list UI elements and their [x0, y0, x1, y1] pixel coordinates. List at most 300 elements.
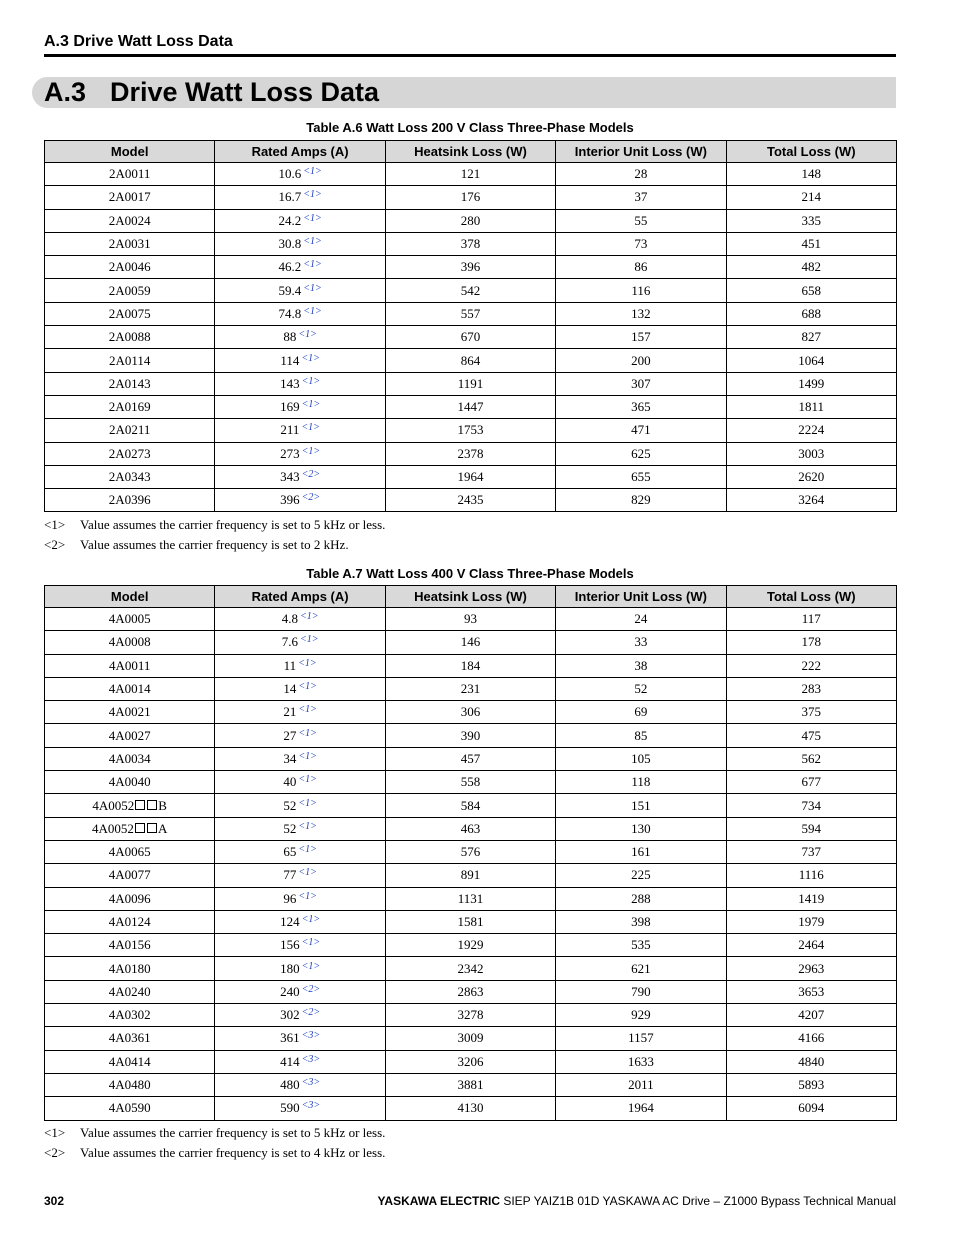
total-loss-cell: 3264 [726, 489, 896, 512]
rated-amps-cell [215, 1004, 385, 1027]
rated-amps-cell [215, 1097, 385, 1120]
total-loss-cell: 6094 [726, 1097, 896, 1120]
model-suffix: B [158, 797, 167, 813]
model-code: 4A0480 [108, 1077, 151, 1093]
heatsink-loss-cell: 146 [385, 631, 555, 654]
rated-amps-value: 273 [280, 445, 300, 461]
heatsink-loss-cell: 1964 [385, 465, 555, 488]
model-cell [45, 654, 215, 677]
heatsink-loss-cell: 1929 [385, 934, 555, 957]
footnote-reference: <1> [299, 611, 319, 623]
heatsink-loss-cell: 93 [385, 608, 555, 631]
interior-loss-cell: 535 [556, 934, 726, 957]
total-loss-cell: 117 [726, 608, 896, 631]
heatsink-loss-cell: 2342 [385, 957, 555, 980]
footnote-reference: <1> [303, 236, 322, 248]
rated-amps-value: 143 [280, 375, 300, 391]
model-code: 4A0027 [108, 727, 151, 743]
total-loss-cell: 2620 [726, 465, 896, 488]
interior-loss-cell: 288 [556, 887, 726, 910]
rated-amps-value: 10.6 [278, 166, 302, 182]
table-row [45, 747, 897, 770]
rated-amps-cell [215, 442, 385, 465]
interior-loss-cell: 33 [556, 631, 726, 654]
model-code: 2A0088 [108, 329, 151, 345]
model-code: 4A0124 [108, 914, 151, 929]
model-cell [45, 794, 215, 817]
model-cell [45, 608, 215, 631]
rated-amps-cell [215, 654, 385, 677]
heatsink-loss-cell: 1581 [385, 910, 555, 933]
model-code: 2A0143 [108, 375, 151, 391]
rated-amps-value: 88 [283, 329, 297, 345]
rated-amps-cell [215, 701, 385, 724]
model-cell [45, 1050, 215, 1073]
footnote-reference: <1> [298, 867, 317, 879]
rated-amps-cell [215, 980, 385, 1003]
footnote-reference: <1> [298, 890, 317, 902]
footnote-reference: <1> [298, 329, 317, 341]
model-code: 4A0096 [108, 890, 151, 906]
table-row [45, 1004, 897, 1027]
model-cell [45, 395, 215, 418]
rated-amps-cell [215, 631, 385, 654]
column-header: Model [45, 586, 215, 608]
model-code: 2A0211 [108, 422, 151, 438]
heatsink-loss-cell: 463 [385, 817, 555, 840]
column-header: Rated Amps (A) [215, 141, 385, 163]
column-header: Model [45, 141, 215, 163]
interior-loss-cell: 118 [556, 771, 726, 794]
footnote-reference: <1> [301, 352, 320, 364]
interior-loss-cell: 790 [556, 980, 726, 1003]
table-a6-caption: Table A.6 Watt Loss 200 V Class Three-Phase Models [306, 120, 634, 135]
model-cell [45, 934, 215, 957]
total-loss-cell: 4166 [726, 1027, 896, 1050]
total-loss-cell: 283 [726, 677, 896, 700]
rated-amps-value: 211 [280, 422, 300, 438]
model-cell [45, 1004, 215, 1027]
heatsink-loss-cell: 176 [385, 186, 555, 209]
rated-amps-cell [215, 608, 385, 631]
table-row [45, 677, 897, 700]
interior-loss-cell: 471 [556, 419, 726, 442]
footnote-reference: <1> [303, 166, 322, 178]
footnote-reference: <1> [303, 189, 322, 201]
placeholder-box [135, 823, 145, 833]
interior-loss-cell: 37 [556, 186, 726, 209]
table-row [45, 887, 897, 910]
heatsink-loss-cell: 1191 [385, 372, 555, 395]
table-row [45, 840, 897, 863]
heatsink-loss-cell: 557 [385, 302, 555, 325]
interior-loss-cell: 2011 [556, 1073, 726, 1096]
model-code: 4A0590 [108, 1100, 151, 1116]
total-loss-cell: 737 [726, 840, 896, 863]
rated-amps-cell [215, 163, 385, 186]
rated-amps-value: 27 [283, 727, 297, 743]
footer-brand: YASKAWA ELECTRIC [377, 1194, 500, 1208]
rated-amps-cell [215, 186, 385, 209]
model-suffix: A [157, 820, 168, 836]
footnote-tag: <1> [44, 1125, 66, 1140]
header-rule [44, 54, 896, 57]
table-row [45, 1050, 897, 1073]
table-a6-notes [44, 515, 385, 555]
footer-document-title: SIEP YAIZ1B 01D YASKAWA AC Drive – Z1000 Bypass Technical Manual [503, 1194, 896, 1208]
model-cell [45, 701, 215, 724]
total-loss-cell: 3003 [726, 442, 896, 465]
interior-loss-cell: 929 [556, 1004, 726, 1027]
footnote-reference: <1> [301, 445, 321, 457]
heatsink-loss-cell: 3206 [385, 1050, 555, 1073]
placeholder-box [135, 800, 145, 810]
interior-loss-cell: 52 [556, 677, 726, 700]
footnote-reference: <1> [301, 375, 321, 387]
interior-loss-cell: 55 [556, 209, 726, 232]
table-row [45, 980, 897, 1003]
rated-amps-value: 414 [280, 1053, 300, 1069]
total-loss-cell: 658 [726, 279, 896, 302]
total-loss-cell: 178 [726, 631, 896, 654]
table-row [45, 957, 897, 980]
model-code: 4A0302 [108, 1007, 151, 1023]
model-cell [45, 232, 215, 255]
footnote-reference: <1> [298, 797, 317, 809]
footnote-tag: <1> [44, 517, 66, 532]
footnote-reference: <1> [298, 844, 317, 856]
interior-loss-cell: 132 [556, 302, 726, 325]
placeholder-box [147, 823, 157, 833]
rated-amps-value: 65 [283, 844, 297, 860]
interior-loss-cell: 621 [556, 957, 726, 980]
rated-amps-value: 46.2 [278, 259, 302, 275]
model-code: 4A0005 [108, 611, 151, 627]
watt-loss-400v-table [44, 585, 897, 1121]
total-loss-cell: 5893 [726, 1073, 896, 1096]
heatsink-loss-cell: 3278 [385, 1004, 555, 1027]
table-row [45, 1073, 897, 1096]
table-row [45, 934, 897, 957]
section-heading-bar [32, 77, 896, 108]
model-cell [45, 1027, 215, 1050]
model-cell [45, 864, 215, 887]
model-cell [45, 442, 215, 465]
footnote-tag: <2> [44, 1145, 66, 1160]
interior-loss-cell: 1157 [556, 1027, 726, 1050]
rated-amps-value: 4.8 [281, 611, 298, 627]
table-row [45, 442, 897, 465]
footnote-reference: <2> [301, 1007, 321, 1019]
interior-loss-cell: 28 [556, 163, 726, 186]
heatsink-loss-cell: 670 [385, 326, 555, 349]
rated-amps-value: 361 [280, 1030, 300, 1046]
footnote-reference: <1> [298, 657, 317, 669]
page-number: 302 [44, 1194, 65, 1208]
rated-amps-cell [215, 489, 385, 512]
total-loss-cell: 475 [726, 724, 896, 747]
total-loss-cell: 451 [726, 232, 896, 255]
page-footer [44, 1194, 896, 1210]
rated-amps-cell [215, 1073, 385, 1096]
rated-amps-value: 34 [283, 750, 297, 766]
column-header: Total Loss (W) [726, 586, 896, 608]
footnote-reference: <1> [299, 634, 319, 646]
rated-amps-cell [215, 372, 385, 395]
heatsink-loss-cell: 2435 [385, 489, 555, 512]
model-code: 4A0021 [108, 704, 151, 720]
interior-loss-cell: 307 [556, 372, 726, 395]
model-cell [45, 771, 215, 794]
rated-amps-cell [215, 771, 385, 794]
model-cell [45, 163, 215, 186]
footnote-reference: <1> [298, 820, 317, 832]
rated-amps-value: 52 [283, 820, 297, 836]
model-cell [45, 419, 215, 442]
rated-amps-value: 14 [283, 681, 297, 697]
total-loss-cell: 594 [726, 817, 896, 840]
model-code: 4A0414 [108, 1053, 151, 1069]
total-loss-cell: 375 [726, 701, 896, 724]
total-loss-cell: 1419 [726, 887, 896, 910]
table-row [45, 771, 897, 794]
model-cell [45, 677, 215, 700]
footnote-reference: <1> [301, 960, 321, 972]
model-cell [45, 817, 215, 840]
rated-amps-cell [215, 465, 385, 488]
total-loss-cell: 1499 [726, 372, 896, 395]
interior-loss-cell: 365 [556, 395, 726, 418]
rated-amps-cell [215, 326, 385, 349]
table-row [45, 608, 897, 631]
footnote-reference: <1> [303, 259, 322, 271]
model-code: 4A0040 [108, 774, 151, 790]
rated-amps-cell [215, 302, 385, 325]
rated-amps-cell [215, 395, 385, 418]
model-code: 2A0273 [108, 445, 151, 461]
total-loss-cell: 482 [726, 256, 896, 279]
total-loss-cell: 148 [726, 163, 896, 186]
model-code: 4A0014 [108, 681, 151, 697]
table-row [45, 209, 897, 232]
rated-amps-cell [215, 677, 385, 700]
heatsink-loss-cell: 390 [385, 724, 555, 747]
model-cell [45, 840, 215, 863]
rated-amps-value: 343 [280, 469, 300, 484]
model-code: 4A0361 [108, 1030, 151, 1046]
model-code: 4A0077 [108, 867, 151, 883]
table-row [45, 701, 897, 724]
model-code: 2A0396 [108, 492, 151, 508]
model-code: 2A0169 [108, 399, 151, 415]
model-code: 4A0156 [108, 937, 151, 953]
footnote-reference: <1> [301, 422, 320, 434]
total-loss-cell: 2963 [726, 957, 896, 980]
rated-amps-cell [215, 1027, 385, 1050]
rated-amps-cell [215, 209, 385, 232]
heatsink-loss-cell: 457 [385, 747, 555, 770]
model-cell [45, 302, 215, 325]
rated-amps-value: 77 [283, 867, 297, 883]
footnote [44, 1143, 385, 1163]
section-title: Drive Watt Loss Data [110, 77, 380, 107]
footnote [44, 1123, 385, 1143]
interior-loss-cell: 1633 [556, 1050, 726, 1073]
heatsink-loss-cell: 1447 [385, 395, 555, 418]
table-row [45, 279, 897, 302]
rated-amps-value: 16.7 [278, 189, 302, 205]
rated-amps-value: 24.2 [278, 212, 302, 228]
model-cell [45, 326, 215, 349]
rated-amps-value: 40 [283, 774, 297, 790]
interior-loss-cell: 829 [556, 489, 726, 512]
footnote-reference: <3> [301, 1030, 321, 1042]
heatsink-loss-cell: 396 [385, 256, 555, 279]
footnote-text: Value assumes the carrier frequency is set to 5 kHz or less. [80, 517, 386, 532]
model-code: 4A0008 [108, 634, 151, 650]
footnote-text: Value assumes the carrier frequency is set to 4 kHz or less. [80, 1145, 386, 1160]
table-row [45, 186, 897, 209]
interior-loss-cell: 625 [556, 442, 726, 465]
table-row [45, 465, 897, 488]
rated-amps-value: 114 [280, 352, 300, 368]
interior-loss-cell: 116 [556, 279, 726, 302]
total-loss-cell: 2464 [726, 934, 896, 957]
footnote-reference: <1> [298, 704, 317, 716]
heatsink-loss-cell: 231 [385, 677, 555, 700]
table-row [45, 910, 897, 933]
model-cell [45, 1073, 215, 1096]
section-heading [44, 77, 379, 108]
footnote-reference: <1> [303, 282, 322, 294]
footnote-reference: <1> [298, 750, 317, 762]
rated-amps-value: 396 [280, 492, 300, 508]
table-row [45, 817, 897, 840]
footnote-text: Value assumes the carrier frequency is set to 2 kHz. [80, 537, 349, 552]
footnote [44, 515, 385, 535]
model-code: 4A0240 [108, 983, 151, 999]
interior-loss-cell: 24 [556, 608, 726, 631]
table-row [45, 631, 897, 654]
total-loss-cell: 1811 [726, 395, 896, 418]
rated-amps-cell [215, 864, 385, 887]
column-header: Total Loss (W) [726, 141, 896, 163]
rated-amps-cell [215, 419, 385, 442]
heatsink-loss-cell: 864 [385, 349, 555, 372]
table-row [45, 654, 897, 677]
rated-amps-cell [215, 957, 385, 980]
model-cell [45, 186, 215, 209]
rated-amps-value: 74.8 [278, 305, 302, 321]
interior-loss-cell: 655 [556, 465, 726, 488]
table-a7-caption: Table A.7 Watt Loss 400 V Class Three-Phase Models [306, 566, 634, 581]
model-cell [45, 957, 215, 980]
rated-amps-value: 180 [280, 960, 300, 976]
rated-amps-value: 169 [280, 399, 300, 415]
column-header: Interior Unit Loss (W) [556, 141, 726, 163]
rated-amps-cell [215, 349, 385, 372]
total-loss-cell: 1116 [726, 864, 896, 887]
table-header-row [45, 586, 897, 608]
footnote-reference: <1> [301, 937, 321, 949]
table-row [45, 349, 897, 372]
rated-amps-value: 590 [280, 1100, 300, 1116]
table-row [45, 372, 897, 395]
table-row [45, 163, 897, 186]
heatsink-loss-cell: 3009 [385, 1027, 555, 1050]
model-cell [45, 887, 215, 910]
table-row [45, 419, 897, 442]
footnote-reference: <2> [301, 492, 321, 504]
footer-document-info [378, 1194, 896, 1208]
placeholder-box [147, 800, 157, 810]
table-row [45, 232, 897, 255]
table-row [45, 794, 897, 817]
model-code: 2A0046 [108, 259, 151, 275]
model-code: 4A0180 [108, 960, 151, 976]
interior-loss-cell: 1964 [556, 1097, 726, 1120]
table-row [45, 302, 897, 325]
footnote-reference: <1> [301, 914, 321, 925]
heatsink-loss-cell: 1753 [385, 419, 555, 442]
column-header: Rated Amps (A) [215, 586, 385, 608]
rated-amps-cell [215, 934, 385, 957]
table-row [45, 256, 897, 279]
footnote-reference: <1> [303, 305, 322, 317]
interior-loss-cell: 130 [556, 817, 726, 840]
model-cell [45, 209, 215, 232]
footnote-reference: <3> [301, 1077, 321, 1089]
rated-amps-value: 240 [280, 983, 300, 999]
model-cell [45, 465, 215, 488]
model-cell [45, 910, 215, 933]
rated-amps-cell [215, 232, 385, 255]
footnote-text: Value assumes the carrier frequency is set to 5 kHz or less. [80, 1125, 386, 1140]
interior-loss-cell: 73 [556, 232, 726, 255]
heatsink-loss-cell: 891 [385, 864, 555, 887]
model-code: 2A0031 [108, 236, 151, 252]
model-code: 2A0075 [108, 305, 151, 321]
model-code: 4A0065 [108, 844, 151, 860]
table-row [45, 395, 897, 418]
rated-amps-value: 21 [283, 704, 297, 720]
column-header: Interior Unit Loss (W) [556, 586, 726, 608]
rated-amps-cell [215, 910, 385, 933]
watt-loss-200v-table [44, 140, 897, 512]
total-loss-cell: 677 [726, 771, 896, 794]
footnote-reference: <1> [298, 774, 317, 786]
heatsink-loss-cell: 584 [385, 794, 555, 817]
total-loss-cell: 214 [726, 186, 896, 209]
rated-amps-value: 302 [280, 1007, 300, 1023]
interior-loss-cell: 200 [556, 349, 726, 372]
model-code: 2A0024 [108, 212, 151, 228]
footnote-reference: <2> [301, 469, 321, 480]
model-cell [45, 747, 215, 770]
rated-amps-value: 124 [280, 914, 300, 929]
footnote-reference: <1> [298, 727, 317, 739]
footnote [44, 535, 385, 555]
interior-loss-cell: 69 [556, 701, 726, 724]
table-row [45, 724, 897, 747]
total-loss-cell: 335 [726, 209, 896, 232]
heatsink-loss-cell: 2378 [385, 442, 555, 465]
rated-amps-cell [215, 887, 385, 910]
total-loss-cell: 688 [726, 302, 896, 325]
rated-amps-value: 7.6 [281, 634, 298, 650]
table-row [45, 326, 897, 349]
rated-amps-value: 59.4 [278, 282, 302, 298]
